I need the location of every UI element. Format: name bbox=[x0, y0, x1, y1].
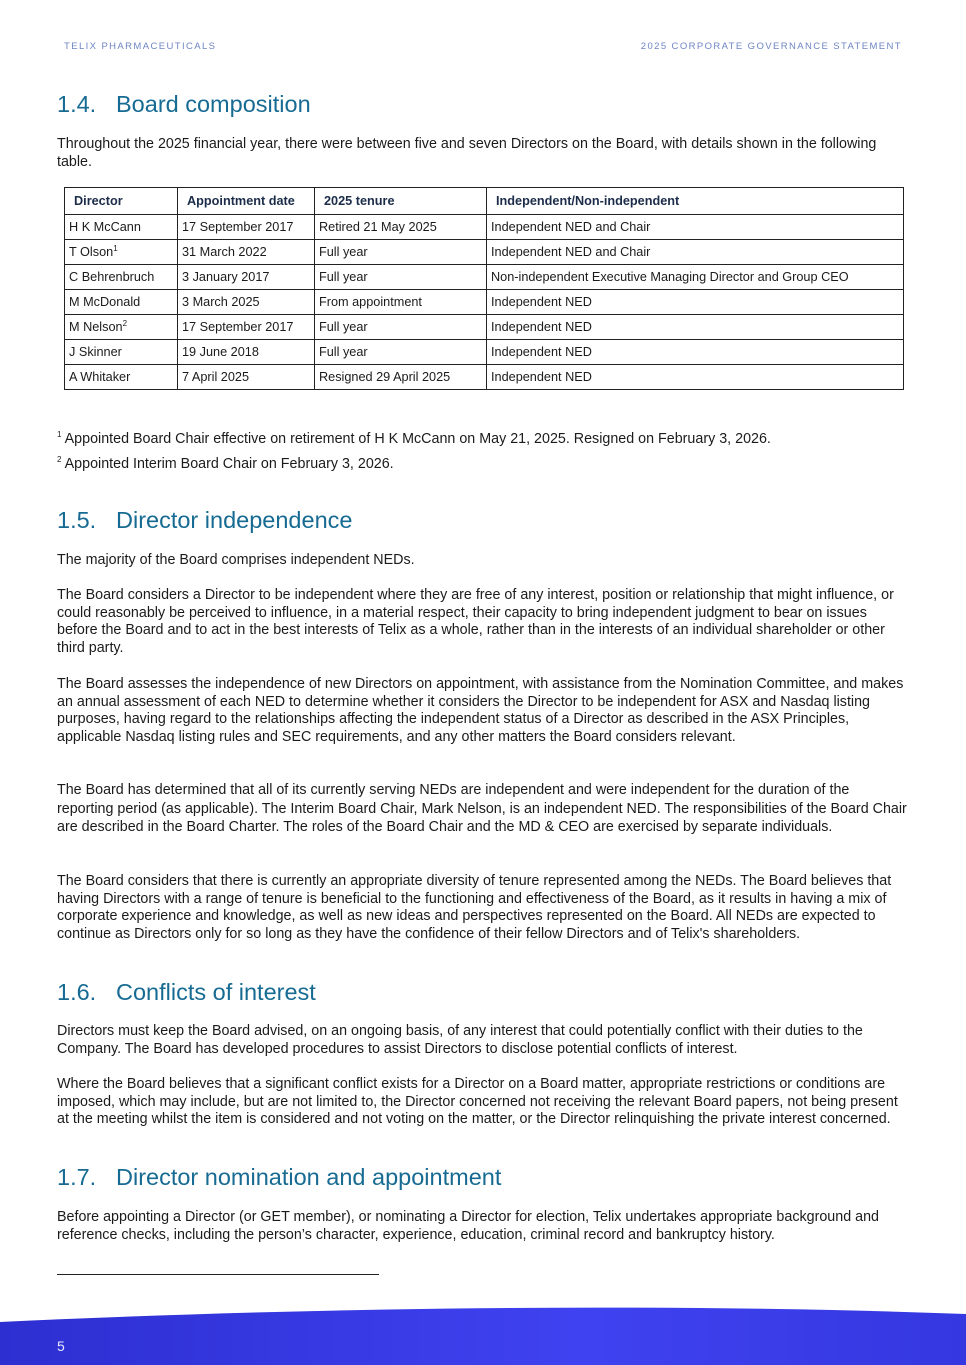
section-title: Conflicts of interest bbox=[116, 979, 316, 1005]
footnote-ref: 2 bbox=[122, 318, 128, 328]
header-company: TELIX PHARMACEUTICALS bbox=[64, 41, 217, 52]
table-cell-status bbox=[487, 240, 904, 265]
paragraph: The Board assesses the independence of new Directors on appointment, with assistance from the Nomination Committee, and makes an annual assessment of each NED to determine whether it considers the Director to be independent for ASX and Nasdaq listing purposes, having regard to the relationships affecting the independent status of a Director as described in the ASX Principles, applicable Nasdaq listing rules and SEC requirements, and any other matters the Board considers relevant. bbox=[57, 676, 904, 745]
cell-text: M McDonald bbox=[69, 295, 141, 309]
column-header: 2025 tenure bbox=[315, 188, 487, 215]
cell-text: J Skinner bbox=[69, 345, 122, 359]
table-cell-status bbox=[487, 265, 904, 290]
column-header: Independent/Non-independent bbox=[487, 188, 904, 215]
table-cell-tenure bbox=[315, 365, 487, 390]
footnote-ref: 1 bbox=[113, 243, 118, 253]
table-cell-director bbox=[65, 340, 178, 365]
table-cell-status bbox=[487, 215, 904, 240]
table-cell-tenure bbox=[315, 265, 487, 290]
footnote-mark: 1 bbox=[57, 430, 62, 440]
section-title: Board composition bbox=[116, 91, 311, 117]
board-composition-intro: Throughout the 2025 financial year, there were between five and seven Directors on the Board, with details shown in the following table. bbox=[57, 136, 877, 170]
paragraph: The Board considers a Director to be independent where they are free of any interest, position or relationship that might influence, or could reasonably be perceived to influence, in a material respect, their capacity to bring independent judgment to bear on issues before the Board and to act in the best interests of Telix as a whole, rather than in the interests of an individual shareholder or other third party. bbox=[57, 587, 894, 656]
section-1-4-heading bbox=[57, 90, 311, 118]
cell-text: 17 September 2017 bbox=[182, 220, 294, 234]
paragraph: Where the Board believes that a significant conflict exists for a Director on a Board matter, appropriate restrictions or conditions are imposed, which may include, but are not limited to, the Director concerned not receiving the relevant Board papers, not being present at the meeting whilst the item is considered and not voting on the matter, or the Director relinquishing the private interest concerned. bbox=[57, 1076, 898, 1128]
table-cell-date bbox=[178, 265, 315, 290]
cell-text: Full year bbox=[319, 345, 368, 359]
table-cell-tenure bbox=[315, 315, 487, 340]
cell-text: Full year bbox=[319, 320, 368, 334]
table-row bbox=[65, 290, 904, 315]
footnote-mark: 2 bbox=[57, 455, 62, 465]
table-cell-tenure bbox=[315, 340, 487, 365]
table-cell-tenure bbox=[315, 215, 487, 240]
cell-text: Independent NED and Chair bbox=[491, 220, 651, 234]
table-cell-tenure bbox=[315, 290, 487, 315]
cell-text: Full year bbox=[319, 270, 368, 284]
table-cell-date bbox=[178, 340, 315, 365]
cell-text: 17 September 2017 bbox=[182, 320, 294, 334]
section-number: 1.4. bbox=[57, 91, 97, 117]
section-1-5-heading bbox=[57, 506, 352, 534]
cell-text: T Olson bbox=[69, 245, 114, 259]
section-number: 1.7. bbox=[57, 1164, 97, 1190]
cell-text: Resigned 29 April 2025 bbox=[319, 370, 451, 384]
footnote-separator bbox=[57, 1274, 379, 1275]
table-cell-status bbox=[487, 365, 904, 390]
table-row bbox=[65, 215, 904, 240]
table-cell-director bbox=[65, 290, 178, 315]
table-header-row bbox=[65, 188, 904, 215]
footnote-text: Appointed Board Chair effective on retirement of H K McCann on May 21, 2025. Resigned on February 3, 2026. bbox=[64, 431, 771, 447]
section-title: Director nomination and appointment bbox=[116, 1164, 502, 1190]
section-1-6-heading bbox=[57, 978, 316, 1006]
cell-text: Independent NED bbox=[491, 370, 592, 384]
cell-text: 7 April 2025 bbox=[182, 370, 250, 384]
cell-text: 3 January 2017 bbox=[182, 270, 270, 284]
table-cell-director bbox=[65, 240, 178, 265]
cell-text: Retired 21 May 2025 bbox=[319, 220, 437, 234]
table-cell-date bbox=[178, 215, 315, 240]
cell-text: From appointment bbox=[319, 295, 422, 309]
paragraph: Before appointing a Director (or GET member), or nominating a Director for election, Telix undertakes appropriate background and reference checks, including the person’s character, experience, education, criminal record and bankruptcy history. bbox=[57, 1209, 879, 1243]
table-cell-director bbox=[65, 315, 178, 340]
section-number: 1.5. bbox=[57, 507, 97, 533]
table-cell-director bbox=[65, 265, 178, 290]
cell-text: Full year bbox=[319, 245, 368, 259]
table-row bbox=[65, 265, 904, 290]
cell-text: 19 June 2018 bbox=[182, 345, 259, 359]
table-cell-status bbox=[487, 290, 904, 315]
section-title: Director independence bbox=[116, 507, 353, 533]
page-number: 5 bbox=[57, 1338, 65, 1354]
table-cell-date bbox=[178, 315, 315, 340]
header-doc-title: 2025 CORPORATE GOVERNANCE STATEMENT bbox=[640, 41, 902, 52]
cell-text: Non-independent Executive Managing Director and Group CEO bbox=[491, 270, 849, 284]
cell-text: Independent NED bbox=[491, 320, 592, 334]
table-row bbox=[65, 240, 904, 265]
footnote-2 bbox=[57, 456, 917, 473]
table-cell-date bbox=[178, 365, 315, 390]
cell-text: Independent NED bbox=[491, 295, 592, 309]
cell-text: Independent NED and Chair bbox=[491, 245, 651, 259]
table-cell-date bbox=[178, 240, 315, 265]
cell-text: A Whitaker bbox=[69, 370, 131, 384]
section-number: 1.6. bbox=[57, 979, 97, 1005]
paragraph: Directors must keep the Board advised, on an ongoing basis, of any interest that could potentially conflict with their duties to the Company. The Board has developed procedures to assist Directors to disclose potential conflicts of interest. bbox=[57, 1023, 863, 1057]
board-composition-table bbox=[64, 187, 904, 390]
table-cell-date bbox=[178, 290, 315, 315]
table-cell-status bbox=[487, 315, 904, 340]
paragraph: The Board has determined that all of its currently serving NEDs are independent and were independent for the duration of the reporting period (as applicable). The Interim Board Chair, Mark Nelson, is an independent NED. The responsibilities of the Board Chair are described in the Board Charter. The roles of the Board Chair and the MD & CEO are exercised by separate individuals. bbox=[57, 782, 907, 835]
table-cell-status bbox=[487, 340, 904, 365]
column-header: Appointment date bbox=[178, 188, 315, 215]
table-cell-tenure bbox=[315, 240, 487, 265]
table-row bbox=[65, 315, 904, 340]
cell-text: M Nelson bbox=[69, 320, 123, 334]
footnote-1 bbox=[57, 431, 917, 448]
table-cell-director bbox=[65, 215, 178, 240]
paragraph: The Board considers that there is currently an appropriate diversity of tenure represented among the NEDs. The Board believes that having Directors with a range of tenure is beneficial to the functioning and effectiveness of the Board, as it results in having a mix of corporate experience and knowledge, as well as new ideas and perspectives represented on the Board. All NEDs are expected to continue as Directors only for so long as they have the confidence of their fellow Directors and of Telix's shareholders. bbox=[57, 873, 892, 942]
footnote-text: Appointed Interim Board Chair on February 3, 2026. bbox=[64, 456, 394, 472]
cell-text: Independent NED bbox=[491, 345, 592, 359]
cell-text: H K McCann bbox=[69, 220, 141, 234]
column-header: Director bbox=[65, 188, 178, 215]
footer-band bbox=[0, 1300, 966, 1365]
paragraph: The majority of the Board comprises independent NEDs. bbox=[57, 552, 415, 568]
table-cell-director bbox=[65, 365, 178, 390]
section-1-7-heading bbox=[57, 1163, 501, 1191]
cell-text: 3 March 2025 bbox=[182, 295, 260, 309]
table-row bbox=[65, 340, 904, 365]
cell-text: 31 March 2022 bbox=[182, 245, 267, 259]
cell-text: C Behrenbruch bbox=[69, 270, 155, 284]
table-row bbox=[65, 365, 904, 390]
